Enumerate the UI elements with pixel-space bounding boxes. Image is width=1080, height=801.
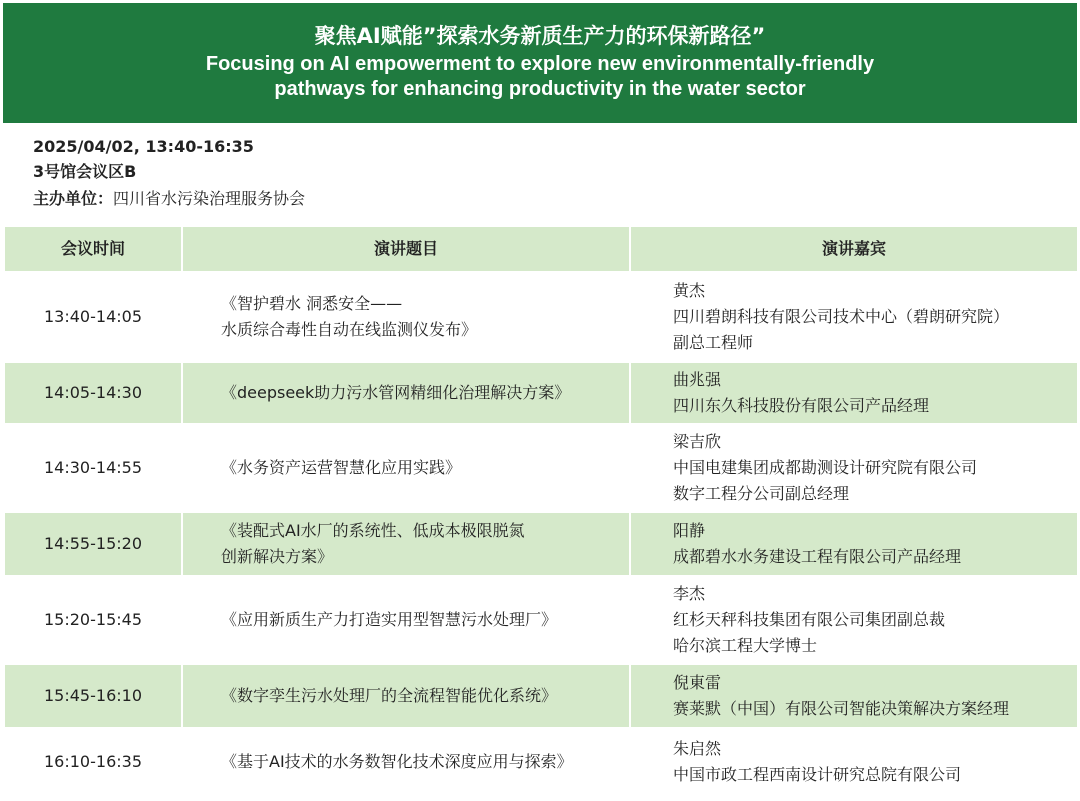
speaker-title: 红杉天秤科技集团有限公司集团副总裁 (673, 610, 946, 629)
topic-line: 《deepseek助力污水管网精细化治理解决方案》 (221, 383, 571, 402)
table-row (4, 362, 1078, 424)
topic-line: 《装配式AI水厂的系统性、低成本极限脱氮 (221, 521, 525, 540)
event-venue: 3号馆会议区B (33, 162, 137, 181)
row-speaker (630, 362, 1078, 424)
table-row (4, 424, 1078, 512)
speaker-name: 倪東雷 (673, 673, 722, 692)
speaker-name: 黄杰 (673, 281, 706, 300)
header-speaker: 演讲嘉宾 (630, 226, 1078, 272)
row-speaker (630, 512, 1078, 576)
speaker-title: 哈尔滨工程大学博士 (673, 636, 818, 655)
row-speaker (630, 576, 1078, 664)
row-time: 16:10-16:35 (4, 728, 182, 796)
topic-line: 《应用新质生产力打造实用型智慧污水处理厂》 (221, 610, 558, 629)
speaker-title: 副总工程师 (673, 333, 754, 352)
row-topic (182, 272, 630, 362)
table-row (4, 272, 1078, 362)
table-row (4, 512, 1078, 576)
organizer-label: 主办单位： (33, 189, 114, 208)
speaker-title: 中国电建集团成都勘测设计研究院有限公司 (673, 458, 978, 477)
row-topic (182, 576, 630, 664)
speaker-title: 赛莱默（中国）有限公司智能决策解决方案经理 (673, 699, 1010, 718)
speaker-title: 四川碧朗科技有限公司技术中心（碧朗研究院） (673, 307, 1010, 326)
speaker-title: 中国市政工程西南设计研究总院有限公司 (673, 765, 962, 784)
topic-line: 《基于AI技术的水务数智化技术深度应用与探索》 (221, 752, 573, 771)
header-time: 会议时间 (4, 226, 182, 272)
speaker-name: 李杰 (673, 584, 706, 603)
table-row (4, 664, 1078, 728)
event-datetime: 2025/04/02, 13:40-16:35 (33, 137, 254, 156)
table-row (4, 728, 1078, 796)
row-speaker (630, 728, 1078, 796)
speaker-title: 数字工程分公司副总经理 (673, 484, 850, 503)
topic-line: 《数字孪生污水处理厂的全流程智能优化系统》 (221, 686, 558, 705)
table-header-row (4, 226, 1078, 272)
topic-line: 创新解决方案》 (221, 547, 334, 566)
row-topic (182, 362, 630, 424)
topic-line: 《水务资产运营智慧化应用实践》 (221, 458, 462, 477)
row-time: 14:30-14:55 (4, 424, 182, 512)
organizer-name: 四川省水污染治理服务协会 (113, 189, 306, 208)
row-speaker (630, 272, 1078, 362)
speaker-title: 成都碧水水务建设工程有限公司产品经理 (673, 547, 962, 566)
speaker-title: 四川东久科技股份有限公司产品经理 (673, 396, 930, 415)
row-time: 14:55-15:20 (4, 512, 182, 576)
row-topic (182, 664, 630, 728)
row-topic (182, 728, 630, 796)
speaker-name: 曲兆强 (673, 370, 722, 389)
header-banner (3, 3, 1077, 123)
title-english-line1: Focusing on AI empowerment to explore new environmentally-friendly (205, 53, 875, 75)
row-speaker (630, 664, 1078, 728)
row-time: 13:40-14:05 (4, 272, 182, 362)
title-chinese: 聚焦AI赋能”探索水务新质生产力的环保新路径” (314, 24, 766, 48)
event-organizer (33, 189, 305, 209)
speaker-name: 朱启然 (673, 739, 722, 758)
row-topic (182, 512, 630, 576)
header-topic: 演讲题目 (182, 226, 630, 272)
title-english-line2: pathways for enhancing productivity in the water sector (274, 78, 806, 100)
row-speaker (630, 424, 1078, 512)
topic-line: 水质综合毒性自动在线监测仪发布》 (221, 320, 478, 339)
speaker-name: 梁吉欣 (673, 432, 722, 451)
speaker-name: 阳静 (673, 521, 706, 540)
row-topic (182, 424, 630, 512)
table-row (4, 576, 1078, 664)
row-time: 14:05-14:30 (4, 362, 182, 424)
topic-line: 《智护碧水 洞悉安全—— (221, 294, 403, 313)
row-time: 15:20-15:45 (4, 576, 182, 664)
row-time: 15:45-16:10 (4, 664, 182, 728)
agenda-table (3, 225, 1079, 797)
